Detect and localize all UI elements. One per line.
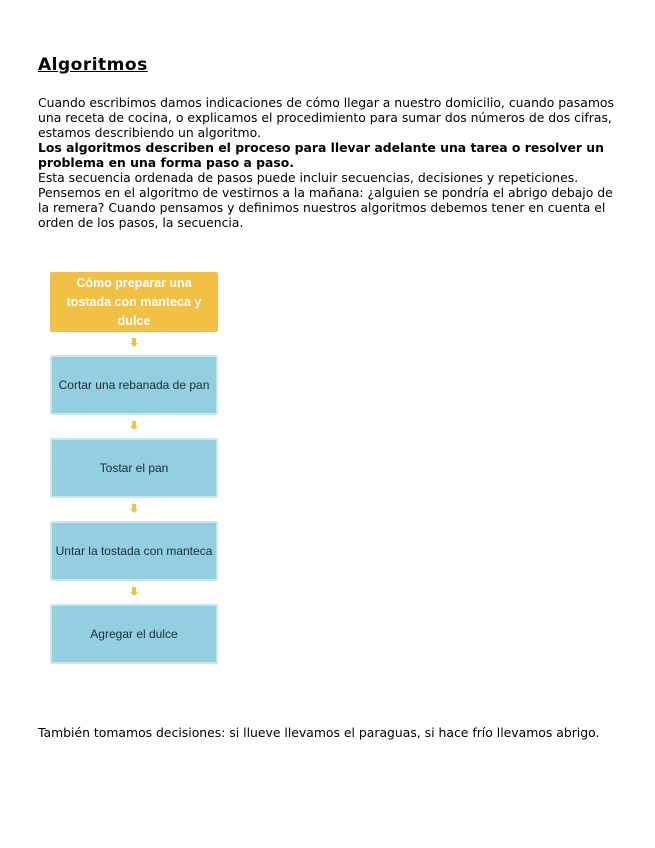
page-title: Algoritmos <box>38 55 148 75</box>
definition-line-1: Los algoritmos describen el proceso para llevar adelante una tarea o resolver un <box>38 140 604 155</box>
decisions-paragraph: También tomamos decisiones: si llueve llevamos el paraguas, si hace frío llevamos abrigo. <box>38 725 600 740</box>
down-arrow-icon <box>50 415 218 438</box>
flowchart <box>50 272 218 664</box>
sequence-paragraph: Esta secuencia ordenada de pasos puede incluir secuencias, decisiones y repeticiones. Pensemos en el algoritmo de vestirnos a la mañana: ¿alguien se pondría el abrigo debajo de la remera? Cuando pensamos y definimos nuestros algoritmos debemos tener en cuenta el orden de los pasos, la secuencia. <box>38 170 613 230</box>
down-arrow-icon <box>50 332 218 355</box>
intro-text <box>38 95 623 230</box>
down-arrow-icon <box>50 498 218 521</box>
down-arrow-icon <box>50 581 218 604</box>
flowchart-step-3: Untar la tostada con manteca <box>50 521 218 581</box>
flowchart-step-2: Tostar el pan <box>50 438 218 498</box>
definition-line-2: problema en una forma paso a paso. <box>38 155 294 170</box>
flowchart-header: Cómo preparar una tostada con manteca y dulce <box>50 272 218 332</box>
flowchart-step-1: Cortar una rebanada de pan <box>50 355 218 415</box>
flowchart-step-4: Agregar el dulce <box>50 604 218 664</box>
intro-paragraph: Cuando escribimos damos indicaciones de cómo llegar a nuestro domicilio, cuando pasamos una receta de cocina, o explicamos el procedimiento para sumar dos números de dos cifras, estamos describiendo un algoritmo. <box>38 95 614 140</box>
